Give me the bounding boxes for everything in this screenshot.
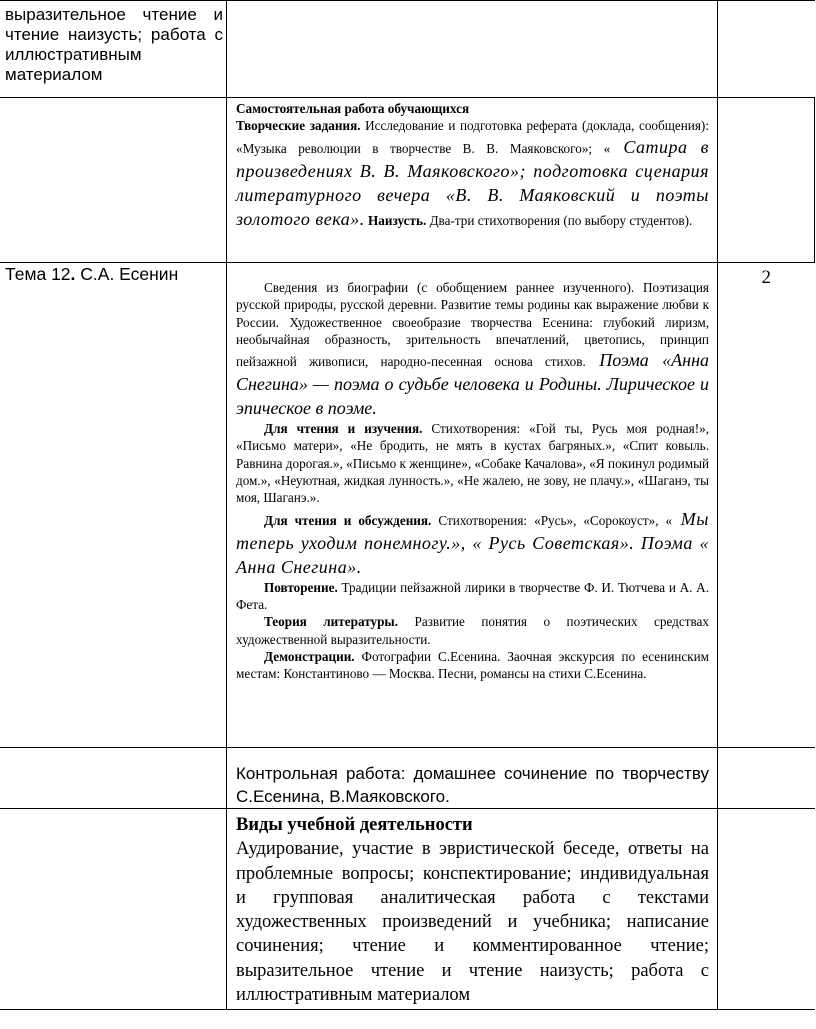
activities-content — [227, 809, 717, 1007]
creative-italic: Сатира в произведениях В. В. Маяковского»; подготовка сценария литературного вечера «В. В. Маяковский и поэты золотого века». — [236, 136, 709, 229]
hours-value: 2 — [761, 267, 771, 288]
topic-title — [0, 263, 226, 284]
topic-content — [227, 263, 717, 686]
by-heart-text: Два-три стихотворения (по выбору студентов). — [426, 212, 693, 228]
empty-cell — [0, 809, 227, 1010]
empty-cell — [718, 809, 815, 1010]
creative-label: Творческие задания. — [236, 118, 361, 134]
by-heart-label: Наизусть. — [364, 212, 427, 228]
empty-cell — [718, 98, 815, 263]
table-row — [0, 809, 815, 1010]
table-row — [0, 263, 815, 748]
activity-cell — [0, 1, 227, 98]
topic-dot: . — [70, 264, 76, 284]
topic-number: Тема 12 — [5, 264, 71, 284]
activity-text: выразительное чтение и чтение наизусть; работа с иллюстративным материалом — [5, 5, 223, 84]
discuss-label: Для чтения и обсуждения. — [264, 512, 432, 528]
self-work-content — [227, 98, 717, 235]
empty-cell — [0, 748, 227, 809]
activities-text: Аудирование, участие в эвристической беседе, ответы на проблемные вопросы; конспектирование; индивидуальная и групповая аналитическая работа с текстами художественных произведений и учебника; написание сочинения; чтение и комментированное чтение; выразительное чтение и чтение наизусть; работа с иллюстративным материалом — [236, 839, 709, 1006]
hours-cell — [718, 263, 815, 748]
table-row — [0, 748, 815, 809]
discuss-text: Стихотворения: «Русь», «Сорокоуст», « — [431, 512, 673, 528]
table-row — [0, 1, 815, 98]
table-row — [0, 98, 815, 263]
repeat-text: Традиции пейзажной лирики в творчестве Ф. И. Тютчева и А. А. Фета. — [236, 579, 709, 612]
activities-title: Виды учебной деятельности — [236, 815, 473, 835]
intro-text: Сведения из биографии (с обобщением раннее изученного). Поэтизация русской природы, русской деревни. Развитие темы родины как выражение любви к России. Художественное своеобразие творчества Есенина: глубокий лиризм, необычайная образность, зрительность впечатлений, цветопись, принцип пейзажной живописи, народно-песенная основа стихов. — [236, 280, 709, 370]
empty-cell — [718, 1, 815, 98]
empty-cell — [0, 98, 227, 263]
repeat-label: Повторение. — [264, 579, 338, 595]
theory-label: Теория литературы. — [264, 614, 399, 630]
reading-text: Стихотворения: «Гой ты, Русь моя родная!», «Письмо матери», «Не бродить, не мять в кустах багряных.», «Спит ковыль. Равнина дорогая.», «Письмо к женщине», «Собаке Качалова», «Я покинул родимый дом.», «Неуютная, жидкая лунность.», «Не жалею, не зову, не плачу.», «Шаганэ, ты моя, Шаганэ.». — [236, 421, 709, 506]
demo-label: Демонстрации. — [264, 648, 355, 664]
reading-label: Для чтения и изучения. — [264, 421, 423, 437]
theory-text: Развитие понятия о поэтических средствах художественной выразительности. — [236, 614, 709, 647]
empty-cell — [718, 748, 815, 809]
topic-cell — [0, 263, 227, 748]
control-work-cell — [227, 748, 718, 809]
intro-italic: Поэма «Анна Снегина» — поэма о судьбе человека и Родины. Лирическое и эпическое в поэме. — [236, 350, 710, 419]
discuss-italic: Мы теперь уходим понемногу.», « Русь Советская». Поэма « Анна Снегина». — [236, 508, 709, 577]
control-work-text: Контрольная работа: домашнее сочинение по творчеству С.Есенина, В.Маяковского. — [236, 764, 709, 806]
self-work-heading: Самостоятельная работа обучающихся — [236, 101, 470, 116]
creative-text: Исследование и подготовка реферата (доклада, сообщения): «Музыка революции в творчестве В. В. Маяковского»; « — [236, 118, 709, 156]
topic-name: С.А. Есенин — [75, 264, 179, 284]
activities-cell — [227, 809, 718, 1010]
topic-content-cell — [227, 263, 718, 748]
empty-cell — [227, 1, 718, 98]
self-work-cell — [227, 98, 718, 263]
demo-text: Фотографии С.Есенина. Заочная экскурсия по есенинским местам: Константиново — Москва. Песни, романсы на стихи С.Есенина. — [236, 648, 709, 682]
